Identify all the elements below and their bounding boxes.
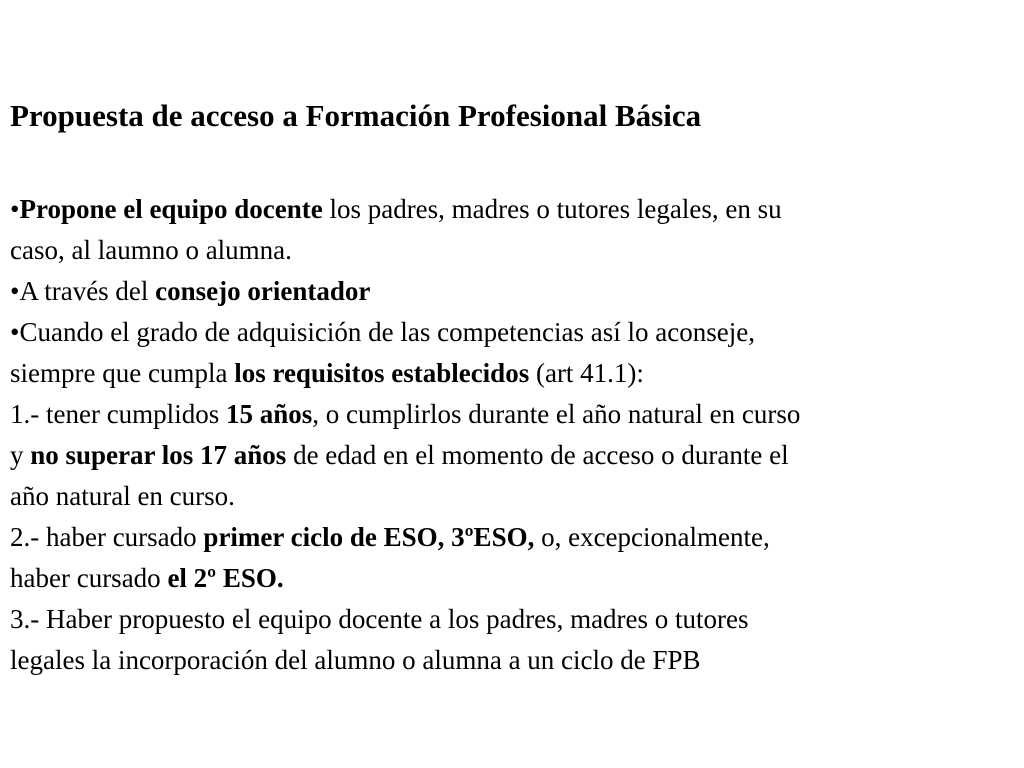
bold-text-segment: 15 años	[225, 399, 313, 429]
bold-text-segment: Propone el equipo docente	[19, 194, 323, 224]
text-segment: de edad en el momento de acceso o durante el	[286, 440, 789, 470]
slide-title: Propuesta de acceso a Formación Profesional Básica	[10, 98, 702, 133]
text-segment: •	[10, 194, 20, 224]
text-segment: 1.- tener cumplidos	[10, 399, 226, 429]
text-segment: y	[10, 440, 31, 470]
text-line	[10, 189, 1015, 230]
bold-text-segment: primer ciclo de ESO, 3ºESO,	[203, 522, 535, 552]
text-segment: , o cumplirlos durante el año natural en curso	[312, 399, 801, 429]
bold-text-segment: los requisitos establecidos	[234, 358, 530, 388]
text-segment: (art 41.1):	[529, 358, 644, 388]
text-line	[10, 640, 1015, 681]
text-line	[10, 394, 1015, 435]
text-line	[10, 353, 1015, 394]
text-segment: los padres, madres o tutores legales, en su	[322, 194, 782, 224]
text-line	[10, 599, 1015, 640]
text-line	[10, 517, 1015, 558]
text-line	[10, 476, 1015, 517]
slide-body	[10, 189, 1015, 681]
text-segment: •A través del	[10, 276, 156, 306]
text-line	[10, 558, 1015, 599]
text-segment: haber cursado	[10, 563, 168, 593]
text-segment: legales la incorporación del alumno o alumna a un ciclo de FPB	[10, 645, 701, 675]
text-line	[10, 271, 1015, 312]
text-segment: o, excepcionalmente,	[534, 522, 770, 552]
text-segment: año natural en curso.	[10, 481, 235, 511]
bold-text-segment: consejo orientador	[155, 276, 371, 306]
bold-text-segment: no superar los 17 años	[30, 440, 287, 470]
text-segment: 3.- Haber propuesto el equipo docente a los padres, madres o tutores	[10, 604, 749, 634]
text-line	[10, 312, 1015, 353]
text-line	[10, 230, 1015, 271]
text-segment: •Cuando el grado de adquisición de las competencias así lo aconseje,	[10, 317, 755, 347]
text-segment: caso, al laumno o alumna.	[10, 235, 292, 265]
bold-text-segment: el 2º ESO.	[167, 563, 284, 593]
text-segment: 2.- haber cursado	[10, 522, 204, 552]
text-line	[10, 435, 1015, 476]
text-segment: siempre que cumpla	[10, 358, 235, 388]
